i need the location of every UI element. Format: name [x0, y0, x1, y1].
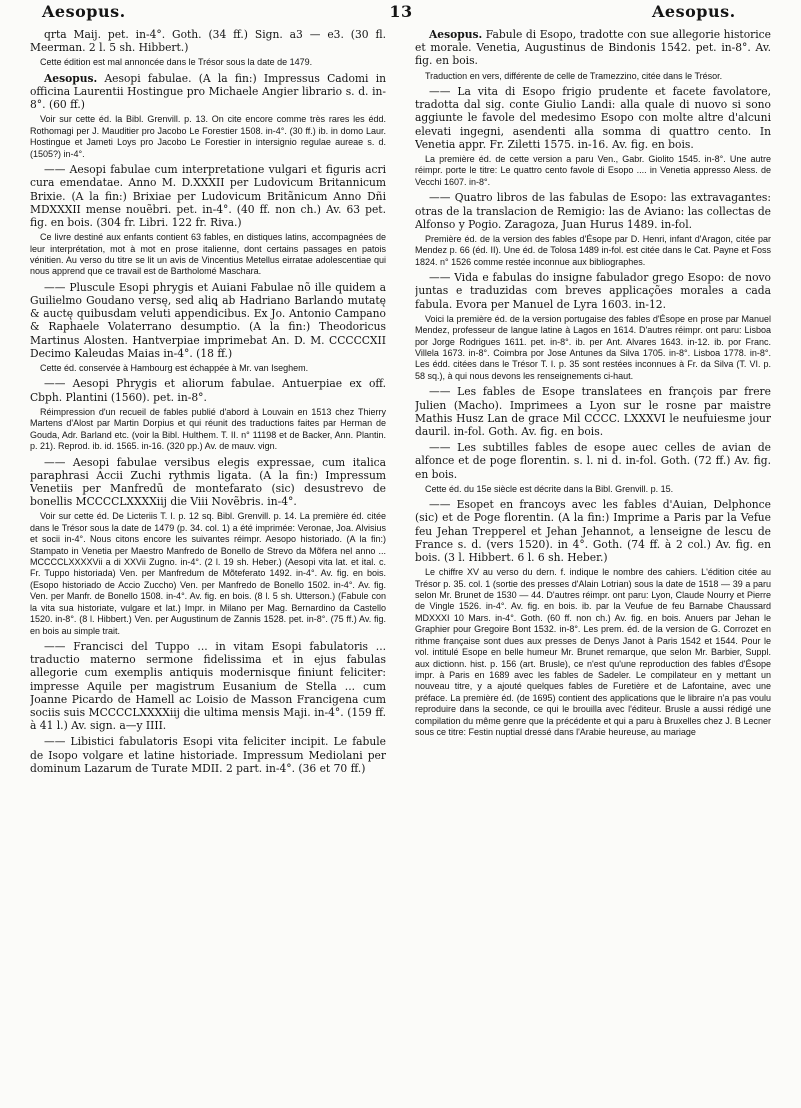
- bibliographic-note: Cette éd. conservée à Hambourg est échappée à Mr. van Iseghem.: [40, 363, 309, 374]
- bibliographic-note: Voir sur cette éd. la Bibl. Grenvill. p. 13. On cite encore comme très rares les édd. Rothomagi per J. Mauditier pro Jacobo Le Forestier 1508. in-4°. (30 ff.) ib. in domo Laur. Hostingue et Jameti Loys pro Jacobo Le Forestier in intersignio regulae aureae s. d. (1505?) in-4°.: [30, 114, 386, 159]
- bibliographic-entry: Aesopus. Aesopi fabulae. (A la fin:) Impressus Cadomi in officina Laurentii Hostingue pro Michaele Angier librario s. d. in-8°. (60 ff.): [30, 71, 386, 112]
- bibliographic-entry: —— Aesopi fabulae cum interpretatione vulgari et figuris acri cura emendatae. Anno M. D.XXXII per Ludovicum Britannicum Brixie. (A la fin:) Brixiae per Ludovicum Britãnicum Anno Dñi MDXXXII mense nouẽbri. pet. in-4°. (40 ff. non ch.) Av. 63 pet. fig. en bois. (304 fr. Libri. 122 fr. Riva.): [30, 163, 386, 229]
- bibliographic-entry: —— Vida e fabulas do insigne fabulador grego Esopo: de novo juntas e traduzidas com breves applicações morales a cada fabula. Evora per Manuel de Lyra 1603. in-12.: [415, 271, 771, 311]
- bibliographic-note: Traduction en vers, différente de celle de Tramezzino, citée dans le Trésor.: [425, 70, 723, 81]
- bibliographic-entry: —— Quatro libros de las fabulas de Esopo: las extravagantes: otras de la translacion de Remigio: las de Aviano: las collectas de Alfonso y Pogio. Zaragoza, Juan Hurus 1489. in-fol.: [415, 191, 771, 231]
- running-head-right: Aesopus.: [652, 2, 736, 21]
- right-column: [415, 28, 771, 1100]
- running-head-left: Aesopus.: [42, 2, 126, 21]
- bibliographic-entry: Aesopus. Fabule di Esopo, tradotte con sue allegorie historice et morale. Venetia, Augustinus de Bindonis 1542. pet. in-8°. Av. fig. en bois.: [415, 28, 771, 68]
- bibliographic-entry: qrta Maij. pet. in-4°. Goth. (34 ff.) Sign. a3 — e3. (30 fl. Meerman. 2 l. 5 sh. Hibbert.): [30, 28, 386, 55]
- entry-headword: Aesopus.: [44, 71, 98, 85]
- entry-headword: Aesopus.: [429, 28, 483, 41]
- left-column: [30, 28, 386, 1100]
- bibliographic-entry: —— Aesopi fabulae versibus elegis expressae, cum italica paraphrasi Accii Zuchi rythmis ligata. (A la fin:) Impressum Venetiis per Manfredū de montefarato (sic) desustrevo de bonellis MCCCCLXXXXiij die Viii Novẽbris. in-4°.: [30, 455, 386, 509]
- bibliographic-note: Le chiffre XV au verso du dern. f. indique le nombre des cahiers. L'édition citée au Trésor p. 35. col. 1 (sortie des presses d'Alain Lotrian) sous la date de 1518 — 39 a paru selon Mr. Brunet de 1530 — 44. D'autres réimpr. ont paru: Lyon, Claude Nourry et Pierre de Vingle 1526. in-4°. Av. fig. en bois. ib. par la Veufue de feu Barnabe Chaussard MDXXXI 10 Mars. in-4°. Goth. (60 ff. non ch.) Av. fig. en bois. Anuers par Jehan le Graphier pour Gregoire Bont 1532. in-8°. Les prem. éd. de la version de G. Corrozet en rithme française sont dues aux presses de Denys Janot à Paris 1542 et 1544. Pour le vol. intitulé Esope en belle humeur Mr. Brunet remarque, que selon Mr. Barbier, Suppl. aux dictionn. hist. p. 156 (art. Brusle), ce n'est qu'une reproduction des fables d'Ésope impr. à Paris en 1689 avec les fables de Sadeler. Le compilateur en y mettant un nouveau titre, y a ajouté quelques fables de Furetière et de Lafontaine, avec une préface. La première éd. (de 1695) contient des applications que le libraire n'a pas voulu reproduire dans la seconde, ce qui le brouilla avec l'éditeur. Brusle a aussi rédigé une compilation du même genre que la précédente et qui a paru à Bruxelles chez J. B Lecner sous ce titre: Festin nuptial dressé dans l'Arabie heureuse, au mariage: [415, 567, 771, 738]
- bibliographic-note: Cette éd. du 15e siècle est décrite dans la Bibl. Grenvill. p. 15.: [425, 483, 674, 494]
- bibliographic-entry: —— Les fables de Esope translatees en françois par frere Julien (Macho). Imprimees a Lyon sur le rosne par maistre Mathis Husz Lan de grace Mil CCCC. LXXXVI le neufuiesme jour dauril. in-fol. Goth. Av. fig. en bois.: [415, 385, 771, 438]
- bibliographic-entry: —— Libistici fabulatoris Esopi vita feliciter incipit. Le fabule de Isopo volgare et latine historiade. Impressum Mediolani per dominum Lazarum de Turate MDII. 2 part. in-4°. (36 et 70 ff.): [30, 735, 386, 775]
- bibliographic-entry: —— Les subtilles fables de esope auec celles de avian de alfonce et de poge florentin. s. l. ni d. in-fol. Goth. (72 ff.) Av. fig. en bois.: [415, 441, 771, 481]
- bibliographic-entry: —— La vita di Esopo frigio prudente et facete favolatore, tradotta dal sig. conte Giulio Landi: alla quale di nuovo si sono aggiunte le favole del medesimo Esopo con molte altre d'alcuni elevati ingegni, asendenti alla somma di quattro cento. In Venetia appr. Fr. Ziletti 1575. in-16. Av. fig. en bois.: [415, 85, 771, 151]
- bibliographic-note: Voir sur cette éd. De Licteriis T. I. p. 12 sq. Bibl. Grenvill. p. 14. La première éd. citée dans le Trésor sous la date de 1479 (p. 34. col. 1) a été imprimée: Veronae, Joa. Alvisius et socii in-4°. Nous citons encore les suivantes réimpr. Aesopo historiado. (A la fin:) Stampato in Venetia per Maestro Manfredo de Bonello de Strevo da Mõfera nel anno ... MCCCCLXXXXVii a di XXVii Zugno. in-4°. (2 l. 19 sh. Heber.) (Aesopi vita lat. et ital. c. Fr. Tuppo historiada) Ven. per Manfredum de Mõteferato 1492. in-4°. Av. fig. en bois. (Esopo historiado de Accio Zuccho) Ven. per Manfredo de Bonello 1502. in-4°. Av. fig. Ven. per Manfr. de Bonello 1508. in-4°. Av. fig. en bois. (8 l. 5 sh. Utterson.) (Fabule con la vita sua historiate, vulgare et lat.) Impr. in Milano per Mag. Bernardino da Castello 1520. in-8°. (8 l. Hibbert.) Ven. per Augustinum de Zannis 1528. pet. in-8°. (75 ff.) Av. fig. en bois au simple trait.: [30, 511, 386, 636]
- bibliographic-entry: —— Pluscule Esopi phrygis et Auiani Fabulae nõ ille quidem a Guilielmo Goudano versę, sed aliꝗ ab Hadriano Barlando mutatę & auctę quibusdam veluti appendicibus. Ex Jo. Antonio Campano & Raphaele Volaterrano desumptio. (A la fin:) Theodoricus Martinus Alosten. Hantverpiae imprimebat An. D. M. CCCCCXII Decimo Kaleudas Maias in-4°. (18 ff.): [30, 280, 386, 360]
- bibliographic-entry: —— Esopet en francoys avec les fables d'Auian, Delphonce (sic) et de Poge florentin. (A la fin:) Imprime a Paris par la Vefue feu Jehan Trepperel et Jehan Jehannot, a lenseigne de lescu de France s. d. (vers 1520). in 4°. Goth. (74 ff. à 2 col.) Av. fig. en bois. (3 l. Hibbert. 6 l. 6 sh. Heber.): [415, 498, 771, 564]
- bibliographic-note: Première éd. de la version des fables d'Ésope par D. Henri, infant d'Aragon, citée par Mendez p. 66 (éd. II). Une éd. de Tolosa 1489 in-fol. est citée dans le Cat. Payne et Foss 1824. n° 1526 comme restée inconnue aux bibliographes.: [415, 233, 771, 267]
- bibliographic-note: Ce livre destiné aux enfants contient 63 fables, en distiques latins, accompagnées de leur interprétation, mot à mot en prose italienne, dont certains passages en patois vénitien. Au verso du titre se lit un avis de Vincentius Metellus eirratae adolescentiae qui nous apprend que ce travail est de Bartholomé Maschara.: [30, 232, 386, 277]
- bibliographic-note: Voici la première éd. de la version portugaise des fables d'Ésope en prose par Manuel Mendez, professeur de langue latine à Lagos en 1614. D'autres réimpr. ont paru: Lisboa por Jorge Rodrigues 1611. pet. in-8°. ib. per Ant. Alvares 1643. in-12. ib. por Franc. Villela 1673. in-8°. Coimbra por Jose Antunes da Silva 1705. in-8°. Lisboa 1778. in-8°. Les édd. citées dans le Trésor T. I. p. 35 sont restées inconnues à Fr. da Silva (T. VI. p. 58 sq.), à qui nous devons les renseignements ci-haut.: [415, 313, 771, 381]
- bibliographic-note: La première éd. de cette version a paru Ven., Gabr. Giolito 1545. in-8°. Une autre réimpr. porte le titre: Le quattro cento favole di Esopo .... in Venetia appresso Aless. de Vecchi 1607. in-8°.: [415, 154, 771, 187]
- bibliographic-note: Réimpression d'un recueil de fables publié d'abord à Louvain en 1513 chez Thierry Martens d'Alost par Martin Dorpius et qui réunit des traductions faites par Herman de Gouda, Adr. Barland etc. (voir la Bibl. Hulthem. T. II. n° 11198 et de Backer, Ann. Plantin. p. 21). Reprod. ib. id. 1565. in-16. (320 pp.) Av. de mauv. vign.: [30, 406, 386, 452]
- bibliographic-entry: —— Aesopi Phrygis et aliorum fabulae. Antuerpiae ex off. Cbph. Plantini (1560). pet. in-8°.: [30, 377, 386, 404]
- bibliographic-entry: —— Francisci del Tuppo ... in vitam Esopi fabulatoris ... traductio materno sermone fidelissima et in ejus fabulas allegorie cum exemplis antiquis modernisque finiunt feliciter: impresse Aquile per magistrum Eusanium de Stella ... cum Joanne Picardo de Hamell ac Loisio de Masson Francigena cum sociis suis MCCCCLXXXXiij die ultima mensis Maji. in-4°. (159 ff. à 41 l.) Av. sign. a—y IIII.: [30, 640, 386, 733]
- bibliographic-note: Cette édition est mal annoncée dans le Trésor sous la date de 1479.: [40, 57, 313, 68]
- page-number: 13: [389, 2, 413, 21]
